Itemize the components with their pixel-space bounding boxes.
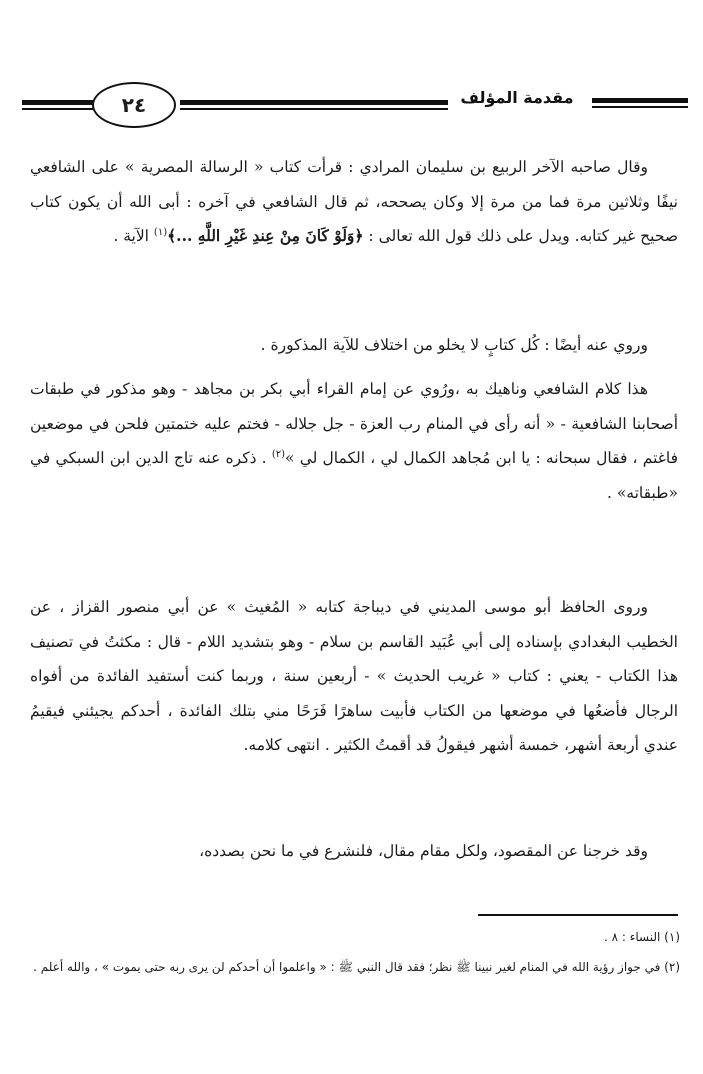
header-rule-right-thick <box>592 98 688 103</box>
footnote-2: (٢) في جواز رؤية الله في المنام لغير نبينا ﷺ نظر؛ فقد قال النبي ﷺ : « واعلموا أن أحدكم لن يرى ربه حتى يموت » ، والله أعلم . <box>33 960 680 974</box>
paragraph-4 <box>30 590 678 763</box>
paragraph-4-text: وروى الحافظ أبو موسى المديني في ديباجة كتابه « المُغيث » عن أبي منصور القزاز ، عن الخطيب البغدادي بإسناده إلى أبي عُبَيد القاسم بن سلام - وهو بتشديد اللام - قال : مكثتُ في تصنيف هذا الكتاب - يعني : كتاب « غريب الحديث » - أربعين سنة ، وربما كنت أستفيد الفائدة من أفواه الرجال فأضعُها في موضعها من الكتاب فأبيت ساهرًا فَرَحًا مني بتلك الفائدة ، أحدكم يجيئني فيقيمُ عندي أربعة أشهر، خمسة أشهر فيقولُ قد أقمتُ الكثير . انتهى كلامه. <box>30 598 678 754</box>
paragraph-1-text: وقال صاحبه الآخر الربيع بن سليمان المرادي : قرأت كتاب « الرسالة المصرية » على الشافعي نيفًا وثلاثين مرة فما من مرة إلا وكان يصححه، ثم قال الشافعي في آخره : أبى الله أن يكون كتاب صحيح غير كتابه. ويدل على ذلك قول الله تعالى : <box>30 158 678 245</box>
quran-verse: ﴿وَلَوْ كَانَ مِنْ عِندِ غَيْرِ اللَّهِ ...﴾ <box>167 226 364 245</box>
page-number: ٢٤ <box>121 93 147 117</box>
paragraph-5 <box>30 834 678 869</box>
footnote-ref-2: (٢) <box>271 448 286 460</box>
page-number-oval <box>92 82 176 128</box>
paragraph-1-end: الآية . <box>113 227 154 245</box>
header-rule-mid-thick <box>180 100 448 105</box>
footnote-ref-1: (١) <box>153 226 168 238</box>
footnote-divider <box>478 914 678 916</box>
footnote-1: (١) النساء : ٨ . <box>603 930 680 944</box>
header-rule-left-thin <box>22 108 94 110</box>
paragraph-2 <box>30 328 678 363</box>
section-title: مقدمة المؤلف <box>460 88 574 107</box>
paragraph-5-text: وقد خرجنا عن المقصود، ولكل مقام مقال، فلنشرع في ما نحن بصدده، <box>199 842 648 860</box>
page-header <box>0 78 703 138</box>
paragraph-3-end: . ذكره عنه تاج الدين ابن السبكي في «طبقاته» . <box>30 449 678 502</box>
header-rule-right-thin <box>592 106 688 108</box>
paragraph-3-text: هذا كلام الشافعي وناهيك به ،ورُوي عن إمام القراء أبي بكر بن مجاهد - وهو مذكور في طبقات أصحابنا الشافعية - « أنه رأى في المنام رب العزة - جل جلاله - فختم عليه ختمتين فلحن في موضعين فاغتم ، فقال سبحانه : يا ابن مُجاهد الكمال لي ، الكمال لي » <box>30 380 678 467</box>
paragraph-1 <box>30 150 678 254</box>
header-rule-mid-thin <box>180 108 448 110</box>
header-rule-left-thick <box>22 100 94 105</box>
paragraph-2-text: وروي عنه أيضًا : كُل كتابٍ لا يخلو من اختلاف للآية المذكورة . <box>260 336 648 354</box>
paragraph-3 <box>30 372 678 510</box>
